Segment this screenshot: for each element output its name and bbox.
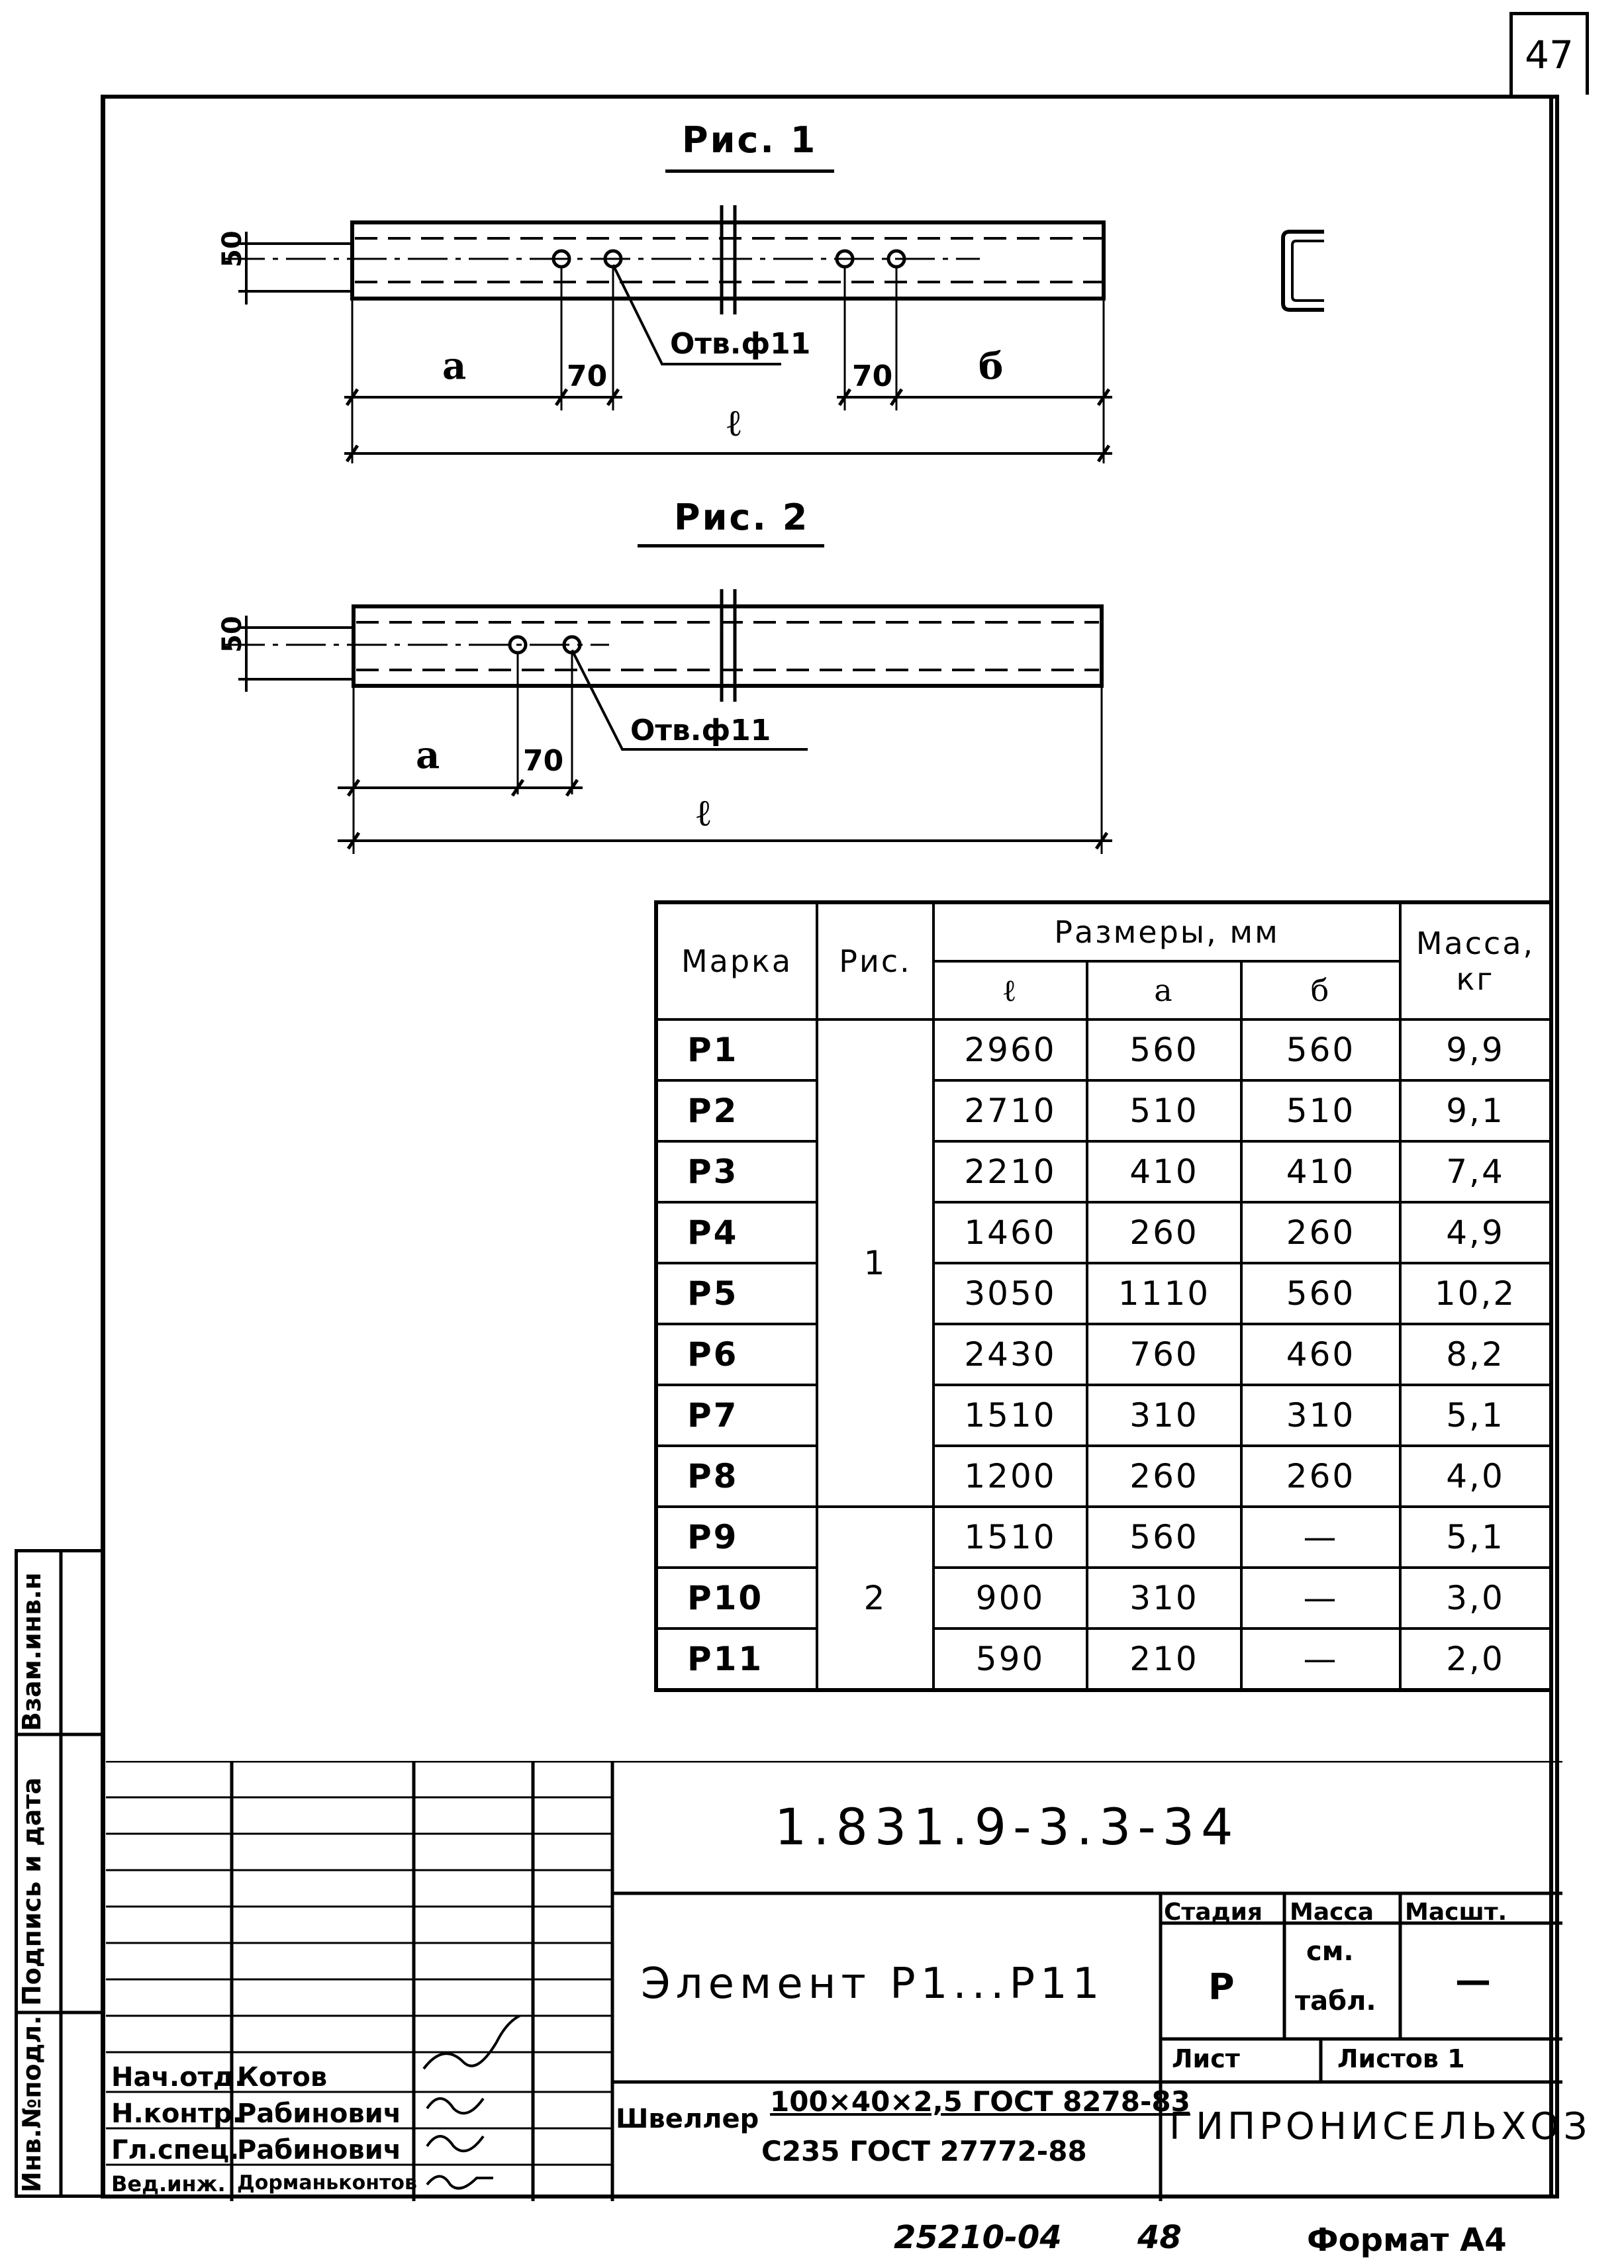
element-title: Элемент Р1...Р11 [641, 1960, 1105, 2008]
archive-number: 25210-04 [894, 2219, 1062, 2256]
cell-mark: P11 [656, 1629, 817, 1690]
table-row [656, 1324, 1551, 1385]
figure1-title-underline [665, 169, 834, 173]
side-label-replace-inv: Взам.инв.н [17, 1572, 46, 1731]
figure2-beam [354, 606, 1102, 686]
cell-fig-group1: 1 [817, 1019, 933, 1507]
cell-a: 560 [1087, 1507, 1241, 1568]
cell-b: 510 [1241, 1080, 1400, 1141]
cell-b: 460 [1241, 1324, 1400, 1385]
channel-section-icon [1278, 225, 1337, 318]
table-row [656, 1141, 1551, 1202]
header-mass [1400, 902, 1551, 1019]
cell-a: 560 [1087, 1019, 1241, 1080]
header-mass-line2: кг [1456, 961, 1495, 997]
cell-mass: 10,2 [1400, 1263, 1551, 1324]
table-row [656, 1507, 1551, 1568]
side-label-inv-orig: Инв.№подл. [17, 2015, 46, 2193]
cell-b: 560 [1241, 1019, 1400, 1080]
figure2-height-dim: 50 [217, 616, 248, 653]
figure2-title-underline [638, 544, 824, 547]
cell-l: 2960 [933, 1019, 1087, 1080]
staff-role-2: Н.контр. [111, 2099, 242, 2129]
material-line1: 100×40×2,5 ГОСТ 8278-83 [770, 2085, 1190, 2118]
staff-name-1: Котов [237, 2062, 328, 2093]
cell-mark: P4 [656, 1202, 817, 1263]
figure1-dim-l: ℓ [727, 401, 741, 445]
cell-mark: P1 [656, 1019, 817, 1080]
figure1-dim-70-right: 70 [852, 359, 893, 393]
cell-mark: P9 [656, 1507, 817, 1568]
cell-mass: 4,9 [1400, 1202, 1551, 1263]
sheet-number: 47 [1509, 12, 1589, 95]
figure1-height-dim: 50 [217, 230, 248, 267]
signatures-icon [424, 2016, 520, 2189]
figure1-hole-label: Отв.ф11 [670, 327, 811, 361]
cell-a: 1110 [1087, 1263, 1241, 1324]
header-fig: Рис. [817, 902, 933, 1019]
document-code: 1.831.9-3.3-34 [775, 1797, 1240, 1856]
table-row [656, 1019, 1551, 1080]
mass-value-line1: см. [1306, 1936, 1354, 1967]
table-row [656, 1202, 1551, 1263]
header-mass-line1: Масса, [1415, 925, 1535, 961]
staff-name-3: Рабинович [237, 2135, 402, 2165]
table-row [656, 1446, 1551, 1507]
staff-name-2: Рабинович [237, 2099, 402, 2129]
figure2-hole-label: Отв.ф11 [630, 714, 771, 747]
scale-label: Масшт. [1405, 1899, 1507, 1926]
scale-value: — [1455, 1960, 1491, 2001]
cell-mass: 2,0 [1400, 1629, 1551, 1690]
sheets-label: Листов 1 [1337, 2044, 1465, 2073]
cell-mark: P8 [656, 1446, 817, 1507]
cell-b: 310 [1241, 1385, 1400, 1446]
cell-mass: 9,9 [1400, 1019, 1551, 1080]
header-b: б [1241, 961, 1400, 1019]
figure2-dim-a: a [416, 733, 440, 777]
cell-a: 310 [1087, 1568, 1241, 1629]
cell-l: 1460 [933, 1202, 1087, 1263]
cell-mark: P3 [656, 1141, 817, 1202]
format-label: Формат А4 [1307, 2222, 1507, 2259]
sheet-label: Лист [1172, 2044, 1240, 2073]
table-row [656, 1568, 1551, 1629]
table-row [656, 1263, 1551, 1324]
table-row [656, 1385, 1551, 1446]
footer-page: 48 [1137, 2219, 1182, 2256]
header-sizes: Размеры, мм [933, 902, 1400, 961]
cell-l: 1510 [933, 1507, 1087, 1568]
header-l: ℓ [933, 961, 1087, 1019]
cell-l: 590 [933, 1629, 1087, 1690]
cell-a: 760 [1087, 1324, 1241, 1385]
header-a: a [1087, 961, 1241, 1019]
cell-b: 560 [1241, 1263, 1400, 1324]
cell-mass: 5,1 [1400, 1385, 1551, 1446]
cell-l: 2210 [933, 1141, 1087, 1202]
cell-l: 1200 [933, 1446, 1087, 1507]
material-line2: С235 ГОСТ 27772-88 [761, 2135, 1087, 2167]
figure1-dim-a: a [442, 344, 467, 388]
header-mark: Марка [656, 902, 817, 1019]
cell-l: 2710 [933, 1080, 1087, 1141]
cell-mass: 7,4 [1400, 1141, 1551, 1202]
specification-table [654, 900, 1553, 1692]
cell-mark: P5 [656, 1263, 817, 1324]
cell-l: 900 [933, 1568, 1087, 1629]
cell-mark: P2 [656, 1080, 817, 1141]
stage-value: Р [1208, 1966, 1235, 2008]
cell-mass: 9,1 [1400, 1080, 1551, 1141]
organization-name: ГИПРОНИСЕЛЬХОЗ [1169, 2105, 1592, 2148]
cell-b: — [1241, 1507, 1400, 1568]
cell-b: 410 [1241, 1141, 1400, 1202]
staff-role-3: Гл.спец. [111, 2135, 240, 2165]
mass-value-line2: табл. [1295, 1986, 1376, 2016]
cell-fig-group2: 2 [817, 1507, 933, 1690]
cell-l: 2430 [933, 1324, 1087, 1385]
table-row [656, 1080, 1551, 1141]
side-label-sign-date: Подпись и дата [17, 1777, 46, 2006]
figure1-dim-70-left: 70 [567, 359, 608, 393]
staff-role-4: Вед.инж. [111, 2171, 226, 2197]
cell-mass: 3,0 [1400, 1568, 1551, 1629]
cell-b: — [1241, 1568, 1400, 1629]
cell-l: 3050 [933, 1263, 1087, 1324]
cell-a: 410 [1087, 1141, 1241, 1202]
mass-label: Масса [1290, 1899, 1374, 1926]
cell-mark: P10 [656, 1568, 817, 1629]
cell-mass: 5,1 [1400, 1507, 1551, 1568]
material-prefix: Швеллер [616, 2104, 759, 2134]
cell-b: — [1241, 1629, 1400, 1690]
figure1-title: Рис. 1 [682, 119, 818, 161]
cell-b: 260 [1241, 1446, 1400, 1507]
cell-mass: 8,2 [1400, 1324, 1551, 1385]
cell-a: 260 [1087, 1202, 1241, 1263]
cell-mass: 4,0 [1400, 1446, 1551, 1507]
cell-mark: P7 [656, 1385, 817, 1446]
figure2-title: Рис. 2 [674, 496, 810, 538]
figure1-dim-b: б [979, 344, 1004, 388]
cell-mark: P6 [656, 1324, 817, 1385]
staff-role-1: Нач.отд. [111, 2062, 245, 2093]
cell-a: 510 [1087, 1080, 1241, 1141]
cell-a: 260 [1087, 1446, 1241, 1507]
cell-a: 310 [1087, 1385, 1241, 1446]
figure2-dim-70: 70 [523, 744, 564, 778]
cell-a: 210 [1087, 1629, 1241, 1690]
figure2-dim-l: ℓ [696, 791, 710, 835]
stage-label: Стадия [1164, 1899, 1263, 1926]
table-row [656, 1629, 1551, 1690]
cell-l: 1510 [933, 1385, 1087, 1446]
staff-name-4: Дорманьконтов [237, 2171, 417, 2195]
cell-b: 260 [1241, 1202, 1400, 1263]
figure1-beam [352, 222, 1104, 299]
